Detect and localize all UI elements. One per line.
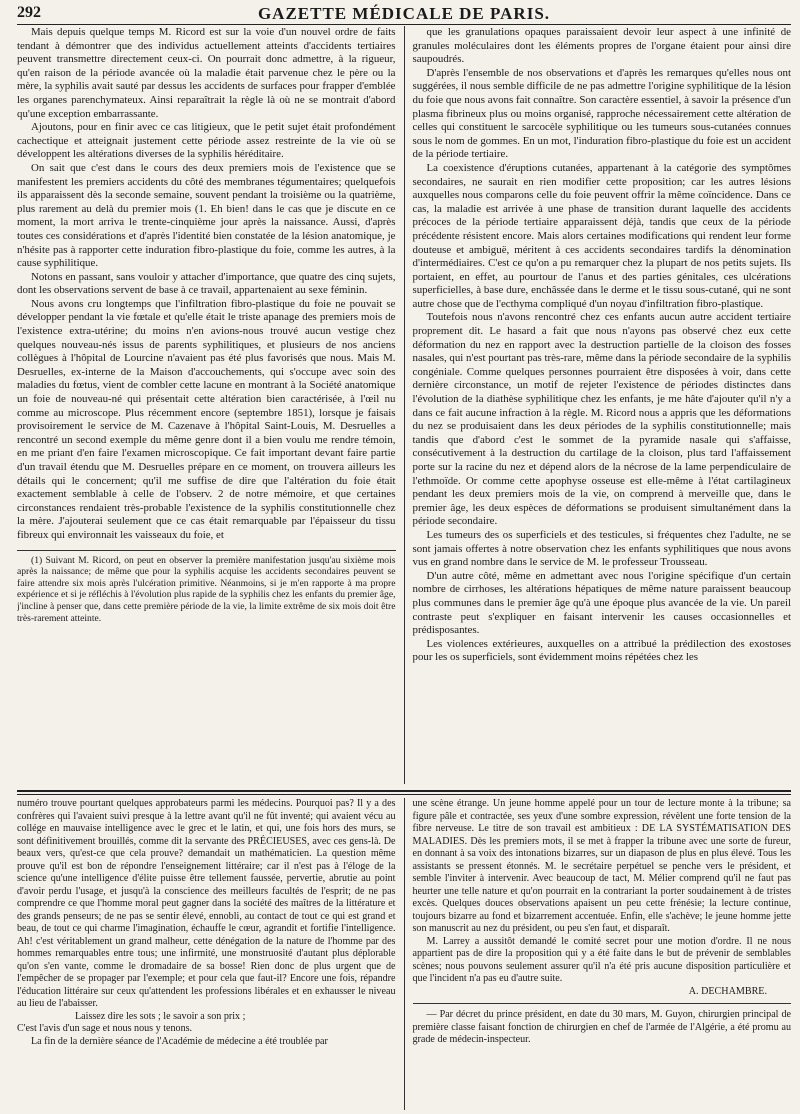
page-number: 292 [17,4,41,21]
feuilleton-section [17,798,791,1110]
paragraph: Les tumeurs des os superficiels et des testicules, si fréquentes chez l'adulte, ne se sont jamais offertes à notre observation chez les enfants syphilitiques que nous avons vus en grand nombre dans le service de M. le professeur Trousseau. [412,528,791,569]
paragraph: Nous avons cru longtemps que l'infiltration fibro-plastique du foie ne pouvait se développer pendant la vie fœtale et qu'elle était le triste apanage des premiers mois de l'existence extra-utérine; du moins n'en avions-nous trouvé aucun vestige chez quelques nouveau-nés issus de parents syphilitiques, et plusieurs de nos anciens collègues à l'hôpital de Lourcine n'avaient pas été plus favorisés que nous. Mais M. Desruelles, ex-interne de la Maison d'accouchements, qui s'occupe avec soin des maladies du fœtus, vient de combler cette lacune en montrant à la Société anatomique un foie de nouveau-né qui présentait cette altération bien caractérisée, à l'œil nu comme au microscope. Plus récemment encore (septembre 1851), lorsque je faisais provisoirement le service de M. Cazenave à l'hôpital Saint-Louis, M. Desruelles a rencontré un second exemple du même genre dont il a bien voulu me rendre témoin, en me priant d'en faire l'examen microscopique. Ce fait important devant faire partie d'un travail étendu que M. Desruelles prépare en ce moment, on trouvera ailleurs les détails qui le concernent; qu'il me suffise de dire que l'altération du foie était exactement semblable à celle de l'observ. 2 de notre mémoire, et que certaines circonstances rendaient très-probable l'existence de la syphilis constitutionnelle chez la mère. J'ajouterai seulement que ce cas était remarquable par l'épaisseur du tissu fibreux qui environnait les vaisseaux du foie, et [17,297,396,541]
paragraph: numéro trouve pourtant quelques approbateurs parmi les médecins. Pourquoi pas? Il y a des confrères qui l'avaient suivi presque à la lettre avant qu'il ne fût inventé; qui avaient vécu au collége en mauvaise intelligence avec le grec et le latin, et qui, une fois hors des murs, se sont définitivement brouillés, comme dit la servante des PRÉCIEUSES, avec ces gens-là. De beaux vers, qu'est-ce que cela prouve? demandait un mathématicien. La question même prouve qu'il est bon de répondre l'enseignement littéraire; car il n'est pas à l'éloge de la science qu'une intelligence d'élite puisse être tellement faussée, pervertie, abrutie au point d'avoir perdu l'usage, et jusqu'à la conscience des meilleurs facultés de l'esprit; de ne pas comprendre ce que l'homme moral peut gagner dans la société des maîtres de la littérature et des grands penseurs; de ne pas se sentir élevé, ennobli, au contact de tout ce qui est grand et beau, de tout ce qui charme l'imagination, échauffe le cœur, agrandit et fortifie l'intelligence. Ah! c'est véritablement un grand malheur, cette dénégation de la nature de l'homme par des hommes remarquables entre tous; une infirmité, une monstruosité d'autant plus déplorable qu'on s'en vante, comme le dromadaire de sa bosse! Rien donc de plus urgent que de l'empêcher de se propager par l'exemple; et pour cela que faut-il? Encore une fois, répandre l'éducation littéraire sur ceux qu'attendent les professions libérales et en exhausser le niveau au lieu de l'abaisser. [17,798,396,1009]
journal-title: GAZETTE MÉDICALE DE PARIS. [257,4,551,23]
page-header [17,4,791,25]
news-divider [413,1003,792,1004]
paragraph: La fin de la dernière séance de l'Académie de médecine a été troublée par [31,1035,328,1047]
paragraph: Ajoutons, pour en finir avec ce cas litigieux, que le petit sujet était profondément cachectique et atteignait justement cette période assez restreinte de la vie où se développent les altérations diverses de la syphilis héréditaire. [17,121,396,161]
section-divider [17,790,791,792]
paragraph: Les violences extérieures, auxquelles on a attribué la prédilection des exostoses pour les os superficiels, sont évidemment moins répétées chez les [412,637,791,664]
paragraph: une scène étrange. Un jeune homme appelé pour un tour de lecture monte à la tribune; sa figure pâle et contractée, ses yeux d'une sombre expression, révèlent une forte tension de la fibre nerveuse. Le titre de son travail est ambitieux : DE LA SYSTÉMATISATION DES MALADIES. Dès les premiers mots, il se met à frapper la tribune avec une sorte de fureur, en donnant à sa voix des intonations bizarres, sur un diapason de plus en plus élevé. Tous les assistants se pressent étonnés. M. le secrétaire perpétuel se penche vers le président, et semble l'inviter à intervenir. Avec beaucoup de tact, M. Mélier comprend qu'il ne faut pas heurter une telle nature et qu'on pourrait en la contrariant la porter soudainement à de tristes excès. Quelques douces observations apaisent un peu cette frénésie; la lecture continue, toujours bizarre au fond et bizarrement accentuée. Enfin, elle s'achève; le jeune homme jette son manuscrit au nez du président, ou peu s'en faut, et disparaît. [412,798,791,934]
quotation [17,1011,396,1036]
paragraph: Toutefois nous n'avons rencontré chez ces enfants aucun autre accident tertiaire proprement dit. Le hasard a fait que nous n'ayons pas observé chez eux cette déformation du nez en rapport avec la destruction partielle de la cloison des fosses nasales, qui n'est pourtant pas très-rare, même dans la période secondaire de la syphilis congéniale. Comme quelques personnes pourraient être disposées à voir, dans cette dernière circonstance, un motif de rejeter l'existence de périodes distinctes dans l'évolution de la diathèse syphilitique chez les enfants, je me hâte d'ajouter qu'il n'y a dans ce fait aucune infraction à la règle. M. Ricord nous a appris que les déformations du nez se produisaient dans les deux périodes de la syphilis constitutionnelle; mais tandis que d'abord c'est le sommet de la pyramide nasale qui s'affaisse, consécutivement à la destruction du cartilage de la cloison, plus tard l'affaissement porte sur la racine du nez et dépend alors de la nécrose de la lame perpendiculaire de l'ethmoïde. Or comme cette apophyse osseuse est elle-même à l'état cartilagineux pendant les deux premiers mois de la vie, on comprend à merveille que, dans le premier âge, les deux espèces de déformations se produisent simultanément dans la période secondaire. [412,311,791,528]
main-article [17,26,791,784]
author-signature: A. DECHAMBRE. [688,985,767,997]
feuilleton-column-right [405,798,792,1110]
paragraph: La coexistence d'éruptions cutanées, appartenant à la catégorie des symptômes secondaires, ne saurait en rien modifier cette proposition; car les autres lésions auxquelles nous comparons celle du foie peuvent offrir la même coïncidence. Dans ce cas, la maladie est arrivée à une phase de transition durant laquelle des accidents précoces de la période tertiaire apparaissent déjà, tandis que ceux de la période précédente résistent encore. Mais alors certaines modifications qui rendent leur forme douteuse et ambiguë, méritent à ces accidents secondaires tardifs la dénomination d'intermédiaires. C'est ce qu'on a pu remarquer chez la plupart de nos petits sujets. Ils portaient, en effet, au pourtour de l'anus et des parties génitales, ces ulcérations superficielles, à base dure, enchâssée dans le derme et le tissu sous-cutané, qui ne sont autre chose que de l'ecthyma compliqué d'un noyau d'infiltration fibro-plastique. [412,161,791,310]
paragraph: Mais depuis quelque temps M. Ricord est sur la voie d'un nouvel ordre de faits tendant à démontrer que des individus actuellement atteints d'accidents tertiaires peuvent transmettre directement ceux-ci. On pourrait donc admettre, à la rigueur, qu'en raison de la période avancée où la maladie était parvenue chez le père ou la mère, la syphilis avait sauté par dessus les accidents de surfaces pour frapper d'emblée les organes parenchymateux. Ainsi reparaîtrait la règle là où ne se montrait d'abord qu'une exception embarrassante. [17,26,396,120]
feuilleton-column-left [17,798,404,1110]
paragraph: M. Larrey a aussitôt demandé le comité secret pour une motion d'ordre. Il ne nous appartient pas de dire la proposition qui y a été faite dans le but de prévenir de semblables scènes; nous pouvons seulement assurer qu'il n'a été pris aucune disposition particulière et que l'incident n'a pas eu d'autre suite. [412,935,791,984]
paragraph: D'un autre côté, même en admettant avec nous l'origine spécifique d'un certain nombre de cirrhoses, les altérations hépatiques de même nature paraissent beaucoup plus communes dans le premier âge qu'à une époque plus avancée de la vie. Un pareil contraste peut s'expliquer en faisant intervenir les causes occasionnelles et prédisposantes. [412,569,791,637]
news-item: — Par décret du prince président, en date du 30 mars, M. Guyon, chirurgien principal de première classe faisant fonction de chirurgien en chef de l'armée de l'Algérie, a été promu au grade de médecin-inspecteur. [412,1009,791,1045]
paragraph: On sait que c'est dans le cours des deux premiers mois de l'existence que se manifestent les premiers accidents du côté des membranes tégumentaires; quelquefois ils apparaissent dès la seconde semaine, souvent pendant la troisième ou la quatrième, plus rarement au delà du premier mois (1. Eh bien! dans le cas que je discute en ce moment, la mort arriva le trente-cinquième jour après la naissance. Aussi, d'après toutes ces considérations et d'après l'identité bien constatée de la lésion anatomique, je n'hésite pas à rapporter cette induration fibro-plastique du foie, comme les autres, à la cause syphilitique. [17,161,396,270]
footnote-text: (1) Suivant M. Ricord, on peut en observer la première manifestation jusqu'au sixième mois après la naissance; de même que pour la syphilis acquise les accidents secondaires peuvent se faire attendre six mois après l'ulcération primitive. Néanmoins, si je m'en rapporte à ma propre expérience et si je réfléchis à l'évolution plus rapide de la syphilis chez les enfants du premier âge, j'incline à penser que, dans cette première période de la vie, la limite extrême de six mois doit être très-rarement atteinte. [17,554,396,624]
paragraph: que les granulations opaques paraissaient devoir leur aspect à une infinité de granules moléculaires dont les éléments propres de l'organe étaient pour ainsi dire saupoudrés. [412,26,791,66]
article-column-left [17,26,404,784]
paragraph: Notons en passant, sans vouloir y attacher d'importance, que quatre des cinq sujets, dont les observations servent de base à ce travail, appartenaient au sexe féminin. [17,270,396,297]
paragraph: D'après l'ensemble de nos observations et d'après les remarques qu'elles nous ont suggérées, il nous semble difficile de ne pas admettre l'origine syphilitique de la lésion du foie que nous avons fait connaître. Son caractère essentiel, à savoir la présence d'un plasma fibrineux plus ou moins organisé, rapproche nécessairement cette altération de celles qui constituent le sarcocèle syphilitique ou les tumeurs sous-cutanées connues sous le nom de gommes. En un mot, l'induration fibro-plastique du foie est un accident de la période tertiaire. [412,66,791,161]
section-divider-thin [17,794,791,795]
article-column-right [405,26,792,784]
footnote-divider [17,550,396,551]
footnote [17,555,396,625]
quote-line: Laissez dire les sots ; le savoir a son prix ; [75,1010,246,1022]
quote-line: C'est l'avis d'un sage et nous nous y tenons. [17,1023,193,1034]
